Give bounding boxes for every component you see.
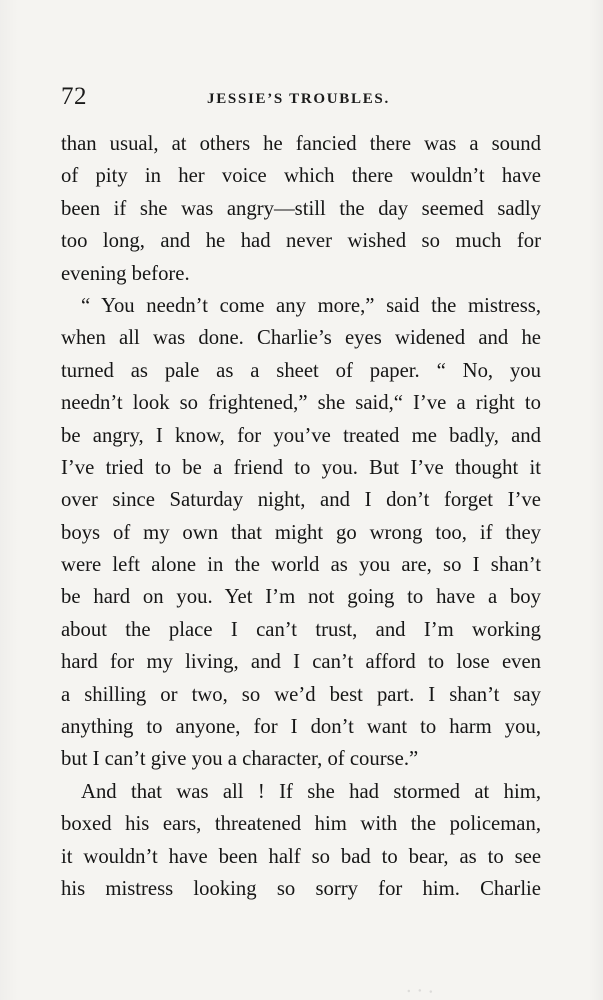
text-line: “ You needn’t come any more,” said the mistress, xyxy=(81,294,541,317)
text-line: boxed his ears, threatened him with the policeman, xyxy=(61,813,541,836)
text-line: boys of my own that might go wrong too, if they xyxy=(61,521,541,544)
text-line: I’ve tried to be a friend to you. But I’ve thought it xyxy=(61,456,541,479)
text-line: turned as pale as a sheet of paper. “ No, you xyxy=(61,359,541,382)
text-line: anything to anyone, for I don’t want to harm you, xyxy=(61,716,541,739)
text-line: And that was all ! If she had stormed at him, xyxy=(81,780,541,803)
text-line: evening before. xyxy=(61,262,190,285)
text-line: been if she was angry—still the day seemed sadly xyxy=(61,197,541,220)
text-line: be hard on you. Yet I’m not going to have a boy xyxy=(61,586,541,609)
text-line: a shilling or two, so we’d best part. I shan’t say xyxy=(61,683,541,706)
body-text xyxy=(61,128,541,905)
paper-speckle xyxy=(400,988,444,994)
text-line: than usual, at others he fancied there was a sound xyxy=(61,133,541,155)
page-number: 72 xyxy=(61,83,87,110)
text-line: but I can’t give you a character, of course.” xyxy=(61,748,419,771)
text-line: his mistress looking so sorry for him. Charlie xyxy=(61,877,541,900)
text-line: of pity in her voice which there wouldn’t have xyxy=(61,165,541,188)
running-title: JESSIE’S TROUBLES. xyxy=(207,91,390,107)
text-line: be angry, I know, for you’ve treated me badly, and xyxy=(61,424,541,447)
text-line: when all was done. Charlie’s eyes widened and he xyxy=(61,327,541,350)
text-line: it wouldn’t have been half so bad to bear, as to see xyxy=(61,845,541,868)
text-line: about the place I can’t trust, and I’m working xyxy=(61,618,541,641)
text-line: needn’t look so frightened,” she said,“ I’ve a right to xyxy=(61,392,541,415)
text-line: hard for my living, and I can’t afford to lose even xyxy=(61,651,541,674)
page-header xyxy=(61,80,541,116)
text-line: were left alone in the world as you are, so I shan’t xyxy=(61,554,541,577)
text-line: over since Saturday night, and I don’t forget I’ve xyxy=(61,489,541,512)
text-line: too long, and he had never wished so much for xyxy=(61,230,541,253)
